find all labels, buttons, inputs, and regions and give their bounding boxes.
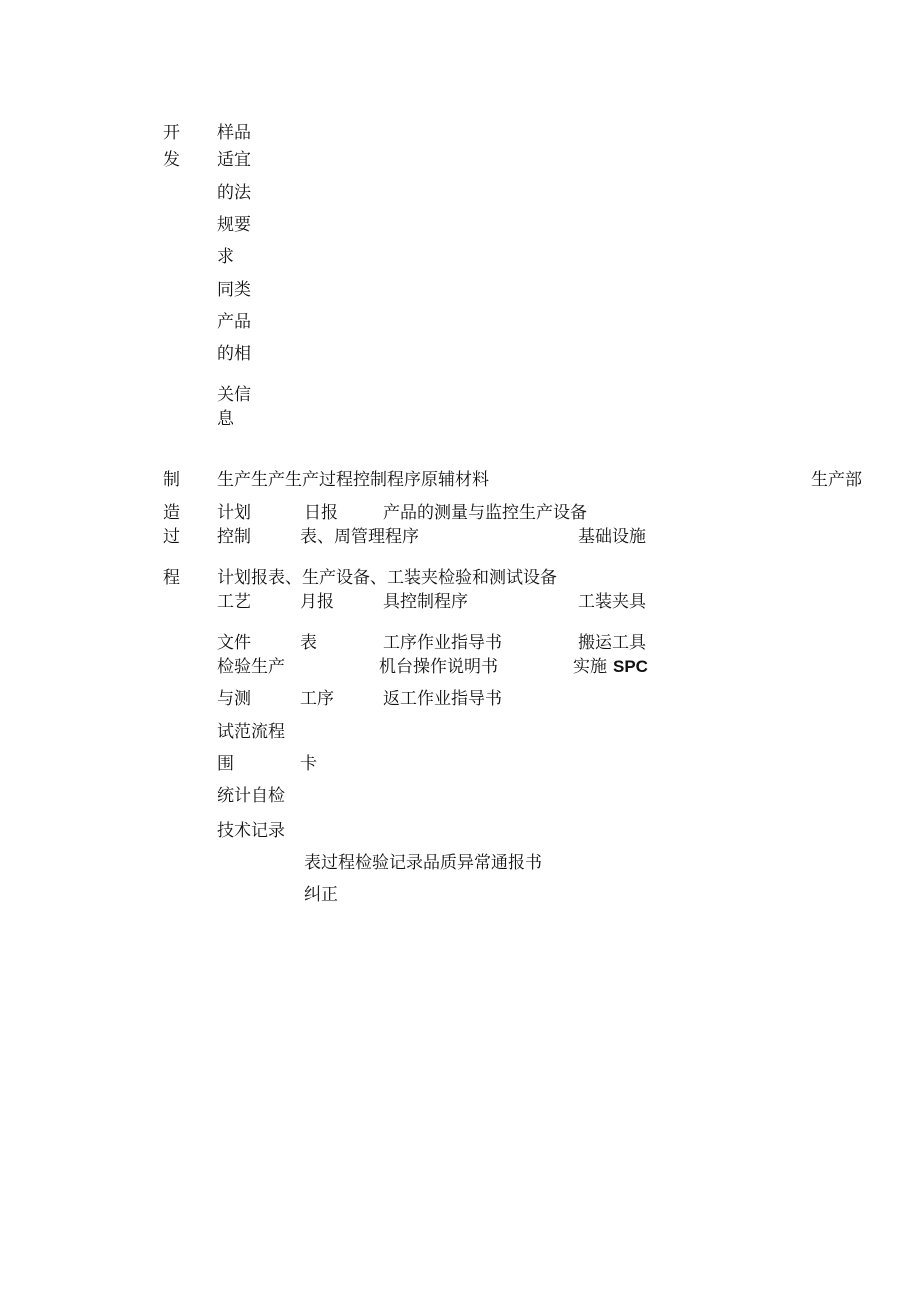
mfg-text: 机台操作说明书 [379,657,498,677]
mfg-text: 生产生产生产过程控制程序原辅材料 [217,470,489,490]
dev-item: 样品 [217,123,251,143]
mfg-text: 检验生产 [217,657,285,677]
section-label-mfg-4: 程 [163,568,180,588]
dev-item: 关信 [217,385,251,405]
section-label-dev-1: 开 [163,123,180,143]
mfg-text: 计划 [217,503,251,523]
mfg-text: 搬运工具 [578,633,646,653]
mfg-text: 日报 [304,503,338,523]
mfg-text: 围 [217,754,234,774]
dev-item: 规要 [217,215,251,235]
mfg-text: 卡 [300,754,317,774]
dev-item: 的相 [217,344,251,364]
dev-item: 产品 [217,312,251,332]
dev-item: 息 [217,409,234,429]
section-label-dev-2: 发 [163,150,180,170]
mfg-text: 表、周管理程序 [300,527,419,547]
spc-label: SPC [613,657,648,676]
mfg-text: 计划报表、生产设备、工装夹检验和测试设备 [217,568,557,588]
mfg-text: 表 [300,633,317,653]
dev-item: 同类 [217,280,251,300]
mfg-text: 表过程检验记录品质异常通报书 [304,853,542,873]
mfg-text: 工序 [300,689,334,709]
dev-item: 求 [217,247,234,267]
mfg-text: 控制 [217,527,251,547]
mfg-text: 返工作业指导书 [383,689,502,709]
dev-item: 适宜 [217,150,251,170]
mfg-text: 试范流程 [217,722,285,742]
mfg-text: 月报 [300,592,334,612]
mfg-text: 产品的测量与监控生产设备 [383,503,587,523]
mfg-text: 工序作业指导书 [383,633,502,653]
mfg-text-spc-prefix: 实施 [573,657,607,677]
mfg-text: 工艺 [217,592,251,612]
mfg-text: 与测 [217,689,251,709]
mfg-text: 具控制程序 [383,592,468,612]
mfg-text: 文件 [217,633,251,653]
department-label: 生产部 [811,470,862,490]
mfg-text: 纠正 [304,885,338,905]
section-label-mfg-3: 过 [163,527,180,547]
mfg-text: 工装夹具 [578,592,646,612]
mfg-text: 统计自检 [217,786,285,806]
dev-item: 的法 [217,183,251,203]
section-label-mfg-2: 造 [163,503,180,523]
mfg-text: 基础设施 [578,527,646,547]
section-label-mfg-1: 制 [163,470,180,490]
mfg-text: 技术记录 [217,821,285,841]
